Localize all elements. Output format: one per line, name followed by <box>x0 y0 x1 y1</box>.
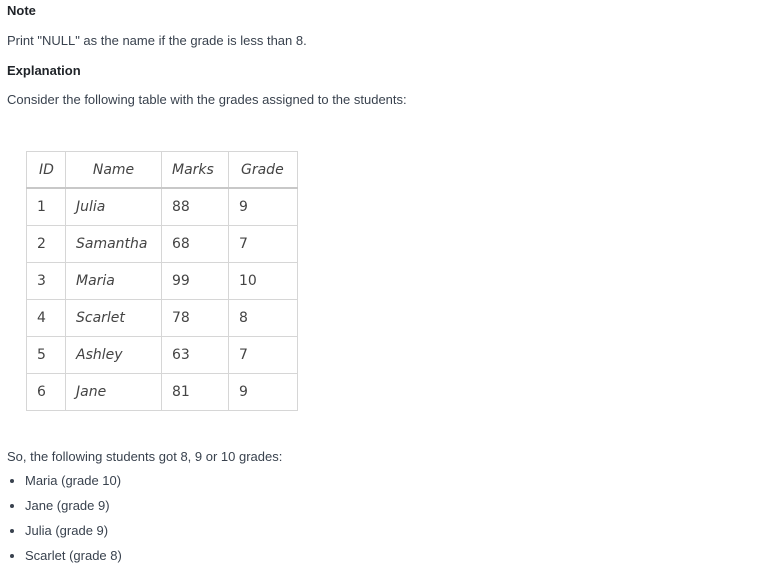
note-heading: Note <box>7 3 36 18</box>
explanation-heading: Explanation <box>7 63 81 78</box>
column-header-name: Name <box>66 152 162 189</box>
table-row <box>27 374 298 411</box>
bullet-icon <box>10 529 14 533</box>
cell-grade: 7 <box>229 337 298 374</box>
cell-id: 2 <box>27 226 66 263</box>
list-item <box>7 545 122 570</box>
cell-marks: 63 <box>162 337 229 374</box>
bullet-icon <box>10 479 14 483</box>
cell-id: 6 <box>27 374 66 411</box>
cell-id: 5 <box>27 337 66 374</box>
list-item-label: Jane (grade 9) <box>25 498 110 513</box>
column-header-grade: Grade <box>229 152 298 189</box>
cell-grade: 7 <box>229 226 298 263</box>
summary-text: So, the following students got 8, 9 or 10 grades: <box>7 449 283 464</box>
cell-marks: 81 <box>162 374 229 411</box>
cell-grade: 9 <box>229 188 298 226</box>
cell-grade: 8 <box>229 300 298 337</box>
result-list <box>7 470 122 570</box>
cell-grade: 10 <box>229 263 298 300</box>
cell-marks: 99 <box>162 263 229 300</box>
cell-marks: 68 <box>162 226 229 263</box>
list-item-label: Maria (grade 10) <box>25 473 122 488</box>
cell-name: Jane <box>66 374 162 411</box>
cell-name: Maria <box>66 263 162 300</box>
cell-name: Julia <box>66 188 162 226</box>
list-item <box>7 495 122 520</box>
cell-marks: 88 <box>162 188 229 226</box>
cell-name: Ashley <box>66 337 162 374</box>
list-item <box>7 470 122 495</box>
cell-id: 3 <box>27 263 66 300</box>
explanation-text: Consider the following table with the grades assigned to the students: <box>7 92 407 107</box>
table-row <box>27 226 298 263</box>
cell-name: Samantha <box>66 226 162 263</box>
grades-table <box>26 151 298 411</box>
table-row <box>27 263 298 300</box>
column-header-marks: Marks <box>162 152 229 189</box>
note-text: Print "NULL" as the name if the grade is less than 8. <box>7 33 307 48</box>
table-row <box>27 300 298 337</box>
cell-grade: 9 <box>229 374 298 411</box>
bullet-icon <box>10 554 14 558</box>
table-row <box>27 188 298 226</box>
cell-id: 4 <box>27 300 66 337</box>
bullet-icon <box>10 504 14 508</box>
cell-name: Scarlet <box>66 300 162 337</box>
table-header-row <box>27 152 298 189</box>
table-row <box>27 337 298 374</box>
list-item <box>7 520 122 545</box>
list-item-label: Julia (grade 9) <box>25 523 109 538</box>
list-item-label: Scarlet (grade 8) <box>25 548 122 563</box>
column-header-id: ID <box>27 152 66 189</box>
cell-marks: 78 <box>162 300 229 337</box>
cell-id: 1 <box>27 188 66 226</box>
